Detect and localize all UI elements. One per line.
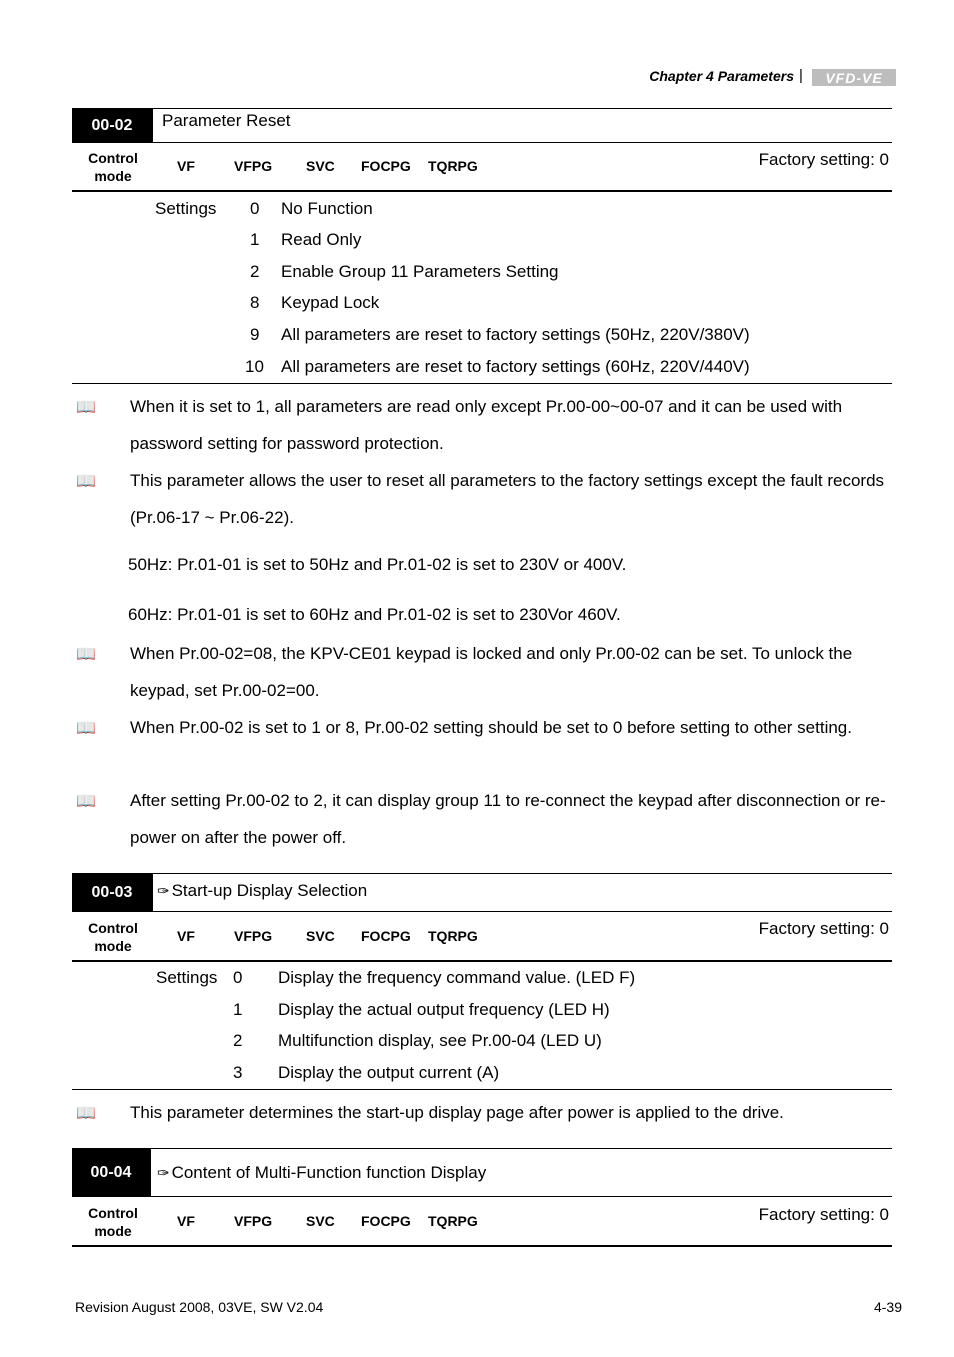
param-title-00-04 [157, 1163, 486, 1183]
note-text: This parameter allows the user to reset all parameters to the factory settings except the fault records (Pr.06-17 ~ Pr.06-22). [130, 471, 885, 527]
brand-logo: VFD-VE [812, 69, 896, 86]
mode-vfpg: VFPG [234, 1213, 273, 1229]
rule [72, 1148, 892, 1149]
mode-vf: VF [177, 1213, 195, 1229]
setting-desc: All parameters are reset to factory settings (60Hz, 220V/440V) [281, 357, 750, 376]
rule [72, 1245, 892, 1247]
param-title-00-02: Parameter Reset [162, 111, 291, 130]
note-text: When it is set to 1, all parameters are read only except Pr.00-00~00-07 and it can be used with password setting for password protection. [130, 397, 843, 453]
note-text: This parameter determines the start-up display page after power is applied to the drive. [130, 1103, 784, 1122]
rule [150, 1149, 151, 1196]
mode-tqrpg: TQRPG [428, 1213, 478, 1229]
factory-setting: Factory setting: 0 [758, 1205, 889, 1224]
rule [152, 874, 153, 911]
mode-focpg: FOCPG [361, 928, 411, 944]
mode-focpg: FOCPG [361, 158, 411, 174]
rule [72, 960, 892, 962]
mode-tqrpg: TQRPG [428, 158, 478, 174]
param-title-text: Start-up Display Selection [171, 881, 368, 900]
mode-svc: SVC [306, 1213, 335, 1229]
setting-num: 10 [245, 357, 264, 376]
mode-vfpg: VFPG [234, 928, 273, 944]
mode-vf: VF [177, 158, 195, 174]
mode-vf: VF [177, 928, 195, 944]
param-title-00-03 [157, 881, 367, 901]
setting-num: 2 [250, 262, 260, 281]
setting-desc: Read Only [281, 230, 362, 249]
mode-vfpg: VFPG [234, 158, 273, 174]
factory-setting: Factory setting: 0 [758, 150, 889, 169]
pen-icon: ✑ [157, 883, 170, 900]
note-text: After setting Pr.00-02 to 2, it can display group 11 to re-connect the keypad after disconnection or re-power on after the power off. [130, 791, 886, 847]
setting-desc: Display the frequency command value. (LED F) [278, 968, 636, 987]
setting-num: 3 [233, 1063, 243, 1082]
control-mode-label: Control mode [88, 920, 138, 954]
book-icon: 📖 [76, 399, 96, 416]
setting-desc: All parameters are reset to factory settings (50Hz, 220V/380V) [281, 325, 750, 344]
book-icon: 📖 [76, 646, 96, 663]
rule [152, 109, 153, 143]
settings-label: Settings [156, 968, 218, 987]
control-mode-label: Control mode [88, 1205, 138, 1239]
setting-num: 2 [233, 1031, 243, 1050]
rule [72, 108, 892, 109]
setting-desc: Enable Group 11 Parameters Setting [281, 262, 559, 281]
mode-tqrpg: TQRPG [428, 928, 478, 944]
note-text: When Pr.00-02=08, the KPV-CE01 keypad is locked and only Pr.00-02 can be set. To unlock the keypad, set Pr.00-02=00. [130, 644, 853, 700]
mode-svc: SVC [306, 928, 335, 944]
setting-desc: Multifunction display, see Pr.00-04 (LED U) [278, 1031, 602, 1050]
param-code-00-03: 00-03 [72, 874, 152, 911]
setting-desc: Keypad Lock [281, 293, 380, 312]
setting-num: 8 [250, 293, 260, 312]
note-60hz: 60Hz: Pr.01-01 is set to 60Hz and Pr.01-02 is set to 230Vor 460V. [128, 605, 621, 624]
factory-setting: Factory setting: 0 [758, 919, 889, 938]
param-title-text: Content of Multi-Function function Display [171, 1163, 487, 1182]
book-icon: 📖 [76, 473, 96, 490]
setting-num: 1 [250, 230, 260, 249]
setting-desc: No Function [281, 199, 373, 218]
rule [72, 1089, 892, 1090]
pen-icon: ✑ [157, 1165, 170, 1182]
param-code-00-04: 00-04 [72, 1149, 150, 1196]
setting-desc: Display the output current (A) [278, 1063, 500, 1082]
mode-svc: SVC [306, 158, 335, 174]
note-text: When Pr.00-02 is set to 1 or 8, Pr.00-02 setting should be set to 0 before setting to other setting. [130, 718, 852, 737]
mode-focpg: FOCPG [361, 1213, 411, 1229]
rule [72, 142, 892, 143]
book-icon: 📖 [76, 1105, 96, 1122]
setting-desc: Display the actual output frequency (LED H) [278, 1000, 610, 1019]
revision-info: Revision August 2008, 03VE, SW V2.04 [75, 1299, 324, 1315]
rule [72, 1196, 892, 1197]
rule [72, 190, 892, 192]
header-separator: | [799, 67, 803, 84]
rule [72, 911, 892, 912]
settings-label: Settings [155, 199, 217, 218]
setting-num: 1 [233, 1000, 243, 1019]
chapter-title: Chapter 4 Parameters [649, 68, 794, 84]
rule [72, 383, 892, 384]
setting-num: 9 [250, 325, 260, 344]
setting-num: 0 [250, 199, 260, 218]
book-icon: 📖 [76, 720, 96, 737]
control-mode-label: Control mode [88, 150, 138, 184]
setting-num: 0 [233, 968, 243, 987]
book-icon: 📖 [76, 793, 96, 810]
note-50hz: 50Hz: Pr.01-01 is set to 50Hz and Pr.01-02 is set to 230V or 400V. [128, 555, 627, 574]
page-number: 4-39 [873, 1299, 902, 1315]
rule [72, 873, 892, 874]
param-code-00-02: 00-02 [72, 109, 152, 143]
